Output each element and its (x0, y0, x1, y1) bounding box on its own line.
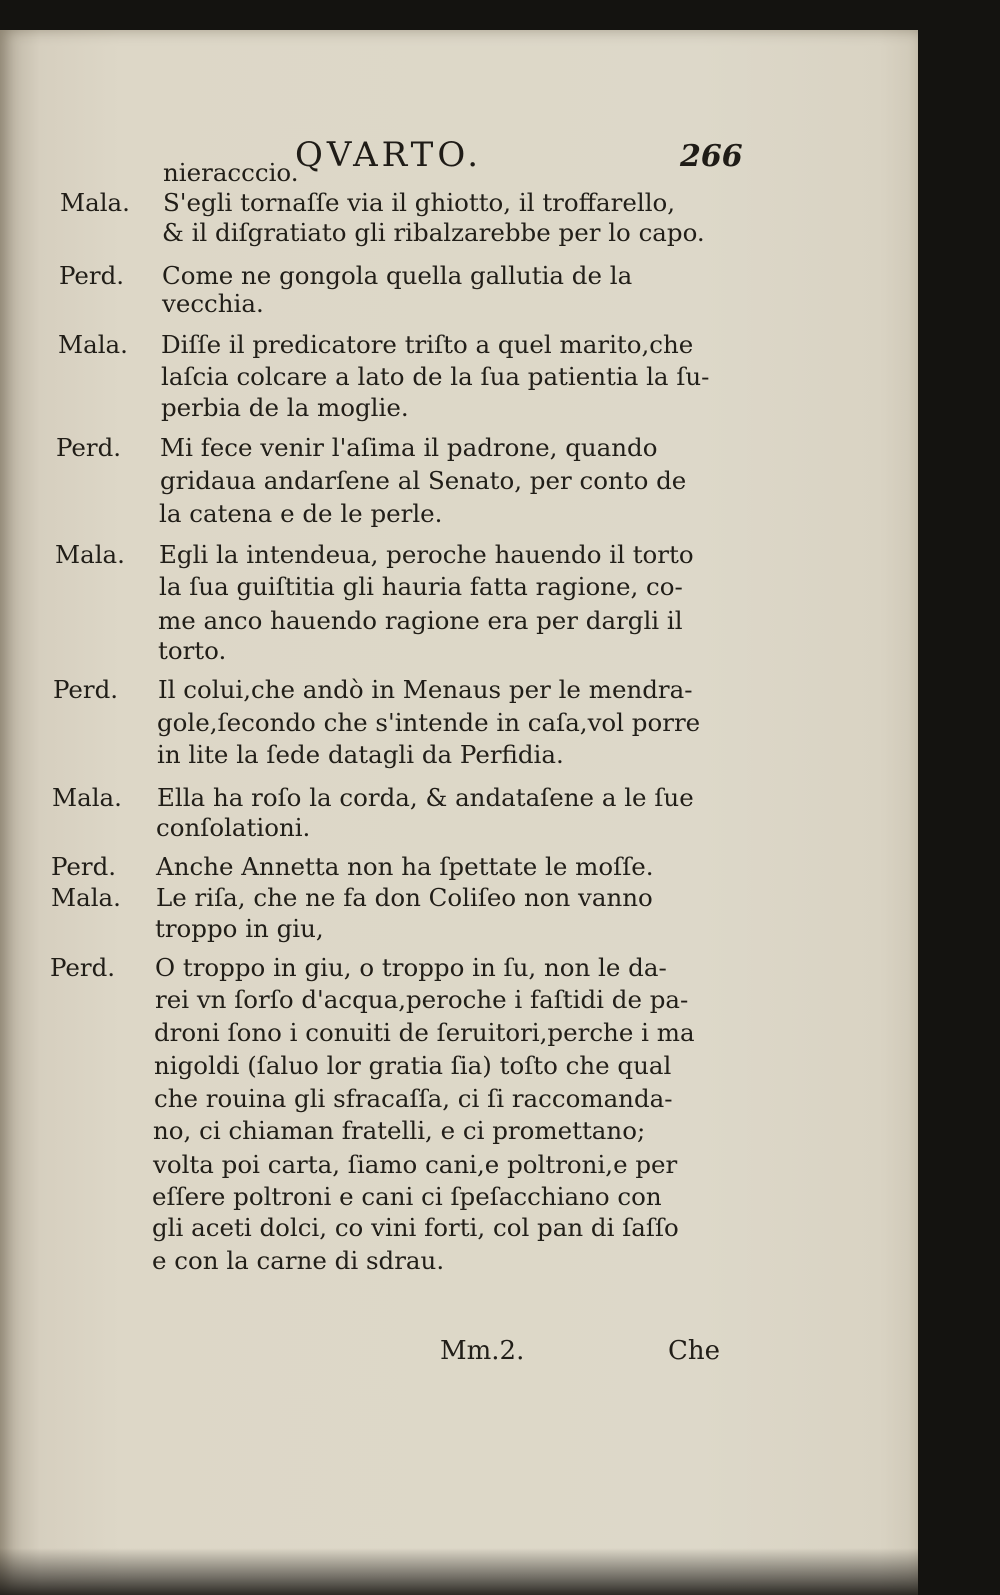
text-line: perbia de la moglie. (161, 393, 409, 422)
speaker-label: Mala. (60, 188, 130, 217)
text-line: no, ci chiaman fratelli, e ci promettano; (153, 1116, 646, 1145)
text-line: e con la carne di sdrau. (152, 1246, 445, 1275)
page-header (0, 135, 918, 185)
text-line: Ella ha roſo la corda, & andataſene a le ſue (157, 783, 694, 812)
text-line: volta poi carta, ſiamo cani,e poltroni,e per (153, 1150, 678, 1179)
text-line: gridaua andarſene al Senato, per conto de (160, 466, 687, 495)
text-line: Le riſa, che ne fa don Coliſeo non vanno (156, 883, 653, 912)
text-line: in lite la ſede datagli da Perfidia. (157, 740, 564, 769)
text-line: torto. (158, 636, 227, 665)
page-bottom-shadow (0, 1548, 918, 1595)
speaker-label: Mala. (51, 883, 121, 912)
page-number: 266 (680, 139, 743, 174)
text-line: Mi fece venir l'aſima il padrone, quando (160, 433, 658, 462)
speaker-label: Perd. (53, 675, 119, 704)
speaker-label: Mala. (58, 330, 128, 359)
text-line: la catena e de le perle. (159, 499, 443, 528)
text-line: nieracccio. (163, 158, 299, 187)
text-line: O troppo in giu, o troppo in ſu, non le da- (155, 953, 667, 982)
text-line: nigoldi (ſaluo lor gratia ſia) toſto che qual (154, 1051, 672, 1080)
text-line: laſcia colcare a lato de la ſua patientia la ſu- (161, 362, 710, 391)
text-line: Anche Annetta non ha ſpettate le moſſe. (156, 852, 654, 881)
running-title: QVARTO. (295, 135, 483, 175)
text-line: Il colui,che andò in Menaus per le mendra- (158, 675, 693, 704)
signature-mark: Mm.2. (440, 1336, 525, 1366)
speaker-label: Perd. (50, 953, 116, 982)
speaker-label: Mala. (52, 783, 122, 812)
text-line: gole,ſecondo che s'intende in caſa,vol porre (157, 708, 701, 737)
text-line: me anco hauendo ragione era per dargli il (158, 606, 683, 635)
speaker-label: Perd. (51, 852, 117, 881)
text-line: Diſſe il predicatore triſto a quel marito,che (161, 330, 694, 359)
text-line: gli aceti dolci, co vini forti, col pan di ſaſſo (152, 1213, 679, 1242)
text-line: & il diſgratiato gli ribalzarebbe per lo capo. (162, 218, 705, 247)
text-line: Come ne gongola quella gallutia de la (162, 261, 633, 290)
text-line: che rouina gli sfracaſſa, ci ſi raccomanda- (154, 1084, 673, 1113)
text-line: rei vn ſorſo d'acqua,peroche i faſtidi de pa- (155, 985, 689, 1014)
speaker-label: Perd. (59, 261, 125, 290)
book-page (0, 30, 918, 1595)
text-line: S'egli tornaſſe via il ghiotto, il troffarello, (163, 188, 676, 217)
text-line: la ſua guiſtitia gli hauria fatta ragione, co- (159, 572, 683, 601)
text-line: droni ſono i conuiti de ſeruitori,perche i ma (154, 1018, 695, 1047)
text-line: troppo in giu, (155, 914, 324, 943)
text-line: conſolationi. (156, 813, 311, 842)
text-line: Egli la intendeua, peroche hauendo il torto (159, 540, 694, 569)
catchword: Che (668, 1336, 721, 1366)
text-line: vecchia. (162, 289, 264, 318)
speaker-label: Perd. (56, 433, 122, 462)
speaker-label: Mala. (55, 540, 125, 569)
text-line: eſſere poltroni e cani ci ſpeſacchiano con (152, 1182, 662, 1211)
